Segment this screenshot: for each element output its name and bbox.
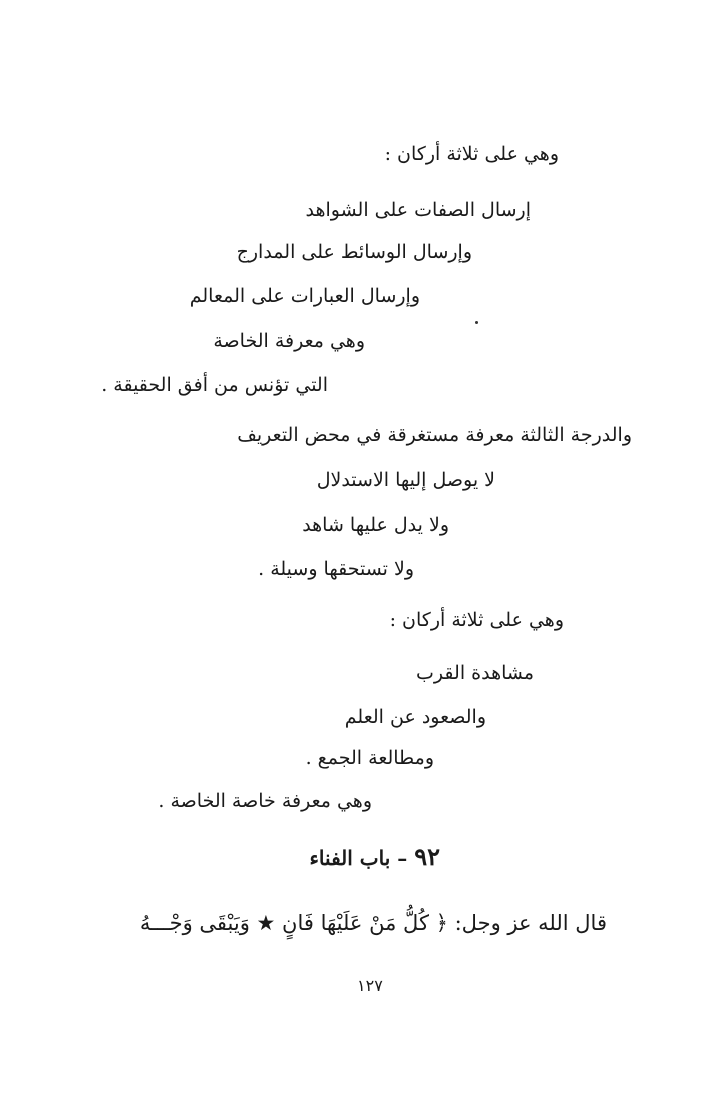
text-line-11: وهي على ثلاثة أركان : bbox=[389, 609, 564, 631]
text-line-5: وهي معرفة الخاصة bbox=[213, 330, 365, 352]
text-line-14: ومطالعة الجمع . bbox=[305, 747, 434, 769]
text-line-13: والصعود عن العلم bbox=[344, 706, 486, 728]
text-line-6: التي تؤنس من أفق الحقيقة . bbox=[101, 374, 328, 396]
text-line-7: والدرجة الثالثة معرفة مستغرقة في محض التعريف bbox=[237, 424, 632, 446]
text-line-9: ولا يدل عليها شاهد bbox=[302, 514, 449, 536]
text-line-8: لا يوصل إليها الاستدلال bbox=[316, 469, 495, 491]
text-line-15: وهي معرفة خاصة الخاصة . bbox=[158, 790, 372, 812]
text-line-12: مشاهدة القرب bbox=[416, 662, 534, 684]
chapter-heading bbox=[310, 843, 440, 872]
quran-verse-line: قال الله عز وجل: ﴿ كُلُّ مَنْ عَلَيْهَا فَانٍ ★ وَيَبْقَى وَجْـــهُ bbox=[139, 911, 607, 935]
stray-dot bbox=[475, 321, 478, 324]
chapter-number: ٩٢ bbox=[414, 842, 440, 871]
text-line-10: ولا تستحقها وسيلة . bbox=[258, 558, 414, 580]
text-line-3: وإرسال الوسائط على المدارج bbox=[236, 241, 472, 263]
text-line-1: وهي على ثلاثة أركان : bbox=[384, 143, 559, 165]
chapter-title: – باب الفناء bbox=[309, 846, 408, 870]
text-line-4: وإرسال العبارات على المعالم bbox=[189, 285, 420, 307]
text-line-2: إرسال الصفات على الشواهد bbox=[305, 199, 531, 221]
page-number: ١٢٧ bbox=[357, 976, 383, 995]
